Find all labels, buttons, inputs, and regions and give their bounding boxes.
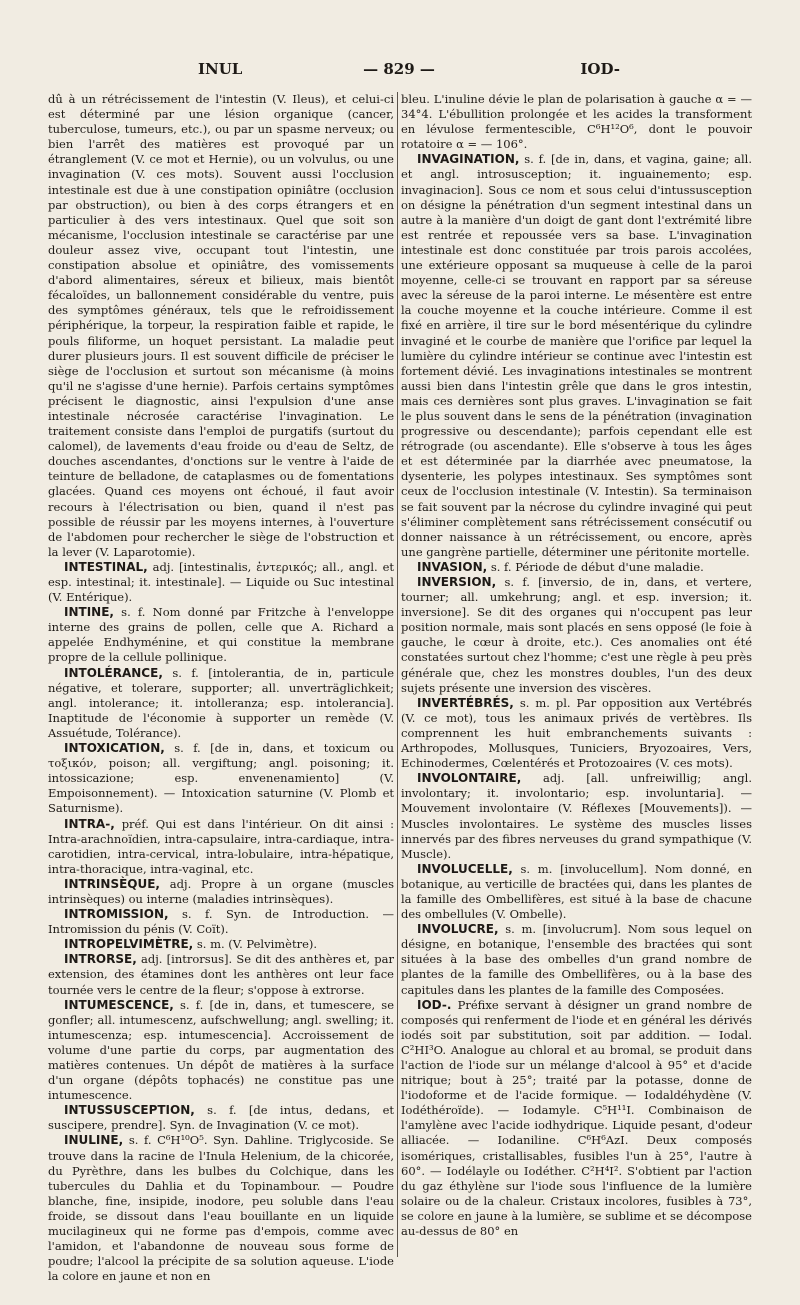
dictionary-entry bbox=[401, 152, 752, 560]
header-left-guideword: INUL bbox=[198, 60, 243, 78]
entry-text: s. m. [involucrum]. Nom sous lequel on désigne, en botanique, l'ensemble des bractées qui sont situées à la base des ombelles d'un grand nombre de plantes de la famille des Ombellifères, ou à la base des capitules dans les plantes de la famille des Composées. bbox=[401, 922, 753, 997]
entry-text: adj. [intestinalis, ἐντερικός; all., angl. et esp. intestinal; it. intestinale]. — Liquide ou Suc intestinal (V. Entérique). bbox=[48, 559, 395, 605]
entry-text: adj. [all. unfreiwillig; angl. involontary; it. involontario; esp. involuntaria]. — Mouvement involontaire (V. Réflexes [Mouvements]). — Muscles involontaires. Le système des muscles lisses innervés par des fibres nerveuses du grand sympathique (V. Muscle). bbox=[401, 771, 753, 861]
entry-text: s. f. Nom donné par Fritzche à l'enveloppe interne des grains de pollen, celle que A. Richard a appelée Endhyménine, et qui constitue la membrane propre de la cellule pollinique. bbox=[48, 605, 394, 665]
left-text-column bbox=[48, 92, 395, 1284]
column-divider bbox=[397, 92, 398, 1257]
entry-text: s. f. [de intus, dedans, et suscipere, prendre]. Syn. de Invagination (V. ce mot). bbox=[48, 1103, 395, 1133]
dictionary-entry bbox=[48, 1103, 394, 1133]
entry-text: adj. [introrsus]. Se dit des anthères et, par extension, des étamines dont les anthères ont leur face tournée vers le centre de la fleur; s'oppose à extrorse. bbox=[48, 952, 394, 997]
entry-text: Préfixe servant à désigner un grand nombre de composés qui renferment de l'iode et en général les dérivés iodés soit par substitution, soit par addition. — Iodal. C²HI³O. Analogue au chloral et au bromal, se produit dans l'action de l'iode sur un mélange d'alcool à 95° et d'acide nitrique; bout à 25°; traité par la potasse, donne de l'iodoforme et de l'acide formique. — Iodaldéhydène (V. Iodéthéroïde). — Iodamyle. C⁵H¹¹I. Combinaison de l'amylène avec l'acide iodhydrique. Liquide pesant, d'odeur alliacée. — Iodaniline. C⁶H⁶AzI. Deux composés isomériques, cristallisables, fusibles l'un à 25°, l'autre à 60°. — Iodélayle ou Iodéther. C²H⁴I². S'obtient par l'action du gaz éthylène sur l'iode sous l'influence de la lumière solaire ou de la chaleur. Cristaux incolores, fusibles à 73°, se colore en jaune à la lumière, se sublime et se décompose au-dessus de 80° en bbox=[401, 997, 752, 1239]
dictionary-entry bbox=[401, 862, 752, 922]
header-right-guideword: IOD- bbox=[580, 60, 620, 78]
dictionary-entry bbox=[48, 907, 394, 937]
entry-headword: INTRINSÈQUE, bbox=[64, 876, 160, 891]
entry-headword: INVASION, bbox=[417, 559, 488, 574]
running-header bbox=[48, 60, 750, 84]
entry-text: dû à un rétrécissement de l'intestin (V. Ileus), et celui-ci est déterminé par une lésion organique (cancer, tuberculose, tumeurs, etc.), ou par un spasme nerveux; ou bien l'arrêt des matières est provoqué par un étranglement (V. ce mot et Hernie), ou un volvulus, ou une invagination (V. ces mots). Souvent aussi l'occlusion intestinale est due à une constipation opiniâtre (occlusion par obstruction), ou bien à des corps étrangers et en particulier à des vers intestinaux. Quel que soit son mécanisme, l'occlusion intestinale se caractérise par une douleur assez vive, occupant tout l'intestin, une constipation absolue et opiniâtre, des vomissements d'abord alimentaires, séreux et bilieux, mais bientôt fécaloïdes, un ballonnement considérable du ventre, puis des symptômes généraux, tels que le refroidissement périphérique, la torpeur, la respiration faible et rapide, le pouls filiforme, un hoquet persistant. La maladie peut durer plusieurs jours. Il est souvent difficile de préciser le siège de l'occlusion et surtout son mécanisme (à moins qu'il ne s'agisse d'une hernie). Parfois certains symptômes précisent le diagnostic, ainsi l'expulsion d'une anse intestinale nécrosée caractérise l'invagination. Le traitement consiste dans l'emploi de purgatifs (surtout du calomel), de lavements d'eau froide ou d'eau de Seltz, de douches ascendantes, d'onctions sur le ventre à l'aide de teinture de belladone, de cataplasmes ou de fomentations glacées. Quand ces moyens ont échoué, il faut avoir recours à l'électrisation ou bien, quand il n'est pas possible de réussir par les moyens internes, à l'ouverture de l'abdomen pour rechercher le siège de l'obstruction et la lever (V. Laparotomie). bbox=[48, 92, 394, 559]
continued-paragraph bbox=[401, 92, 752, 152]
entry-headword: INTUSSUSCEPTION, bbox=[64, 1103, 195, 1118]
entry-headword: INVOLUCRE, bbox=[417, 922, 499, 937]
entry-text: s. f. [inversio, de in, dans, et vertere, tourner; all. umkehrung; angl. et esp. inversion; it. inversione]. Se dit des organes qui n'occupent pas leur position normale, mais sont placés en sens opposé (le foie à gauche, le cœur à droite, etc.). Ces anomalies ont été constatées surtout chez l'homme; c'est une règle à peu près générale que, chez les monstres doubles, l'un des deux sujets présente une inversion des viscères. bbox=[401, 575, 752, 695]
dictionary-entry bbox=[401, 771, 752, 862]
entry-text: préf. Qui est dans l'intérieur. On dit ainsi : Intra-arachnoïdien, intra-capsulaire, intra-cardiaque, intra-carotidien, intra-cervical, intra-lobulaire, intra-hépatique, intra-thoracique, intra-vaginal, etc. bbox=[48, 816, 395, 876]
dictionary-entry bbox=[48, 952, 394, 997]
entry-headword: INVOLUCELLE, bbox=[417, 861, 513, 876]
dictionary-entry bbox=[401, 696, 752, 771]
entry-text: s. f. [de in, dans, et vagina, gaine; all. et angl. introsusception; it. inguainemento; esp. invaginacion]. Sous ce nom et sous celui d'intussusception on désigne la pénétration d'un segment intestinal dans un autre à la manière d'un doigt de gant dont l'extrémité libre est rentrée et repoussée vers sa base. L'invagination intestinale est donc constituée par trois parois accolées, une extérieure opposant sa muqueuse à celle de la paroi moyenne, celle-ci se trouvant en rapport par sa séreuse avec la séreuse de la paroi interne. Le mésentère est entre la couche moyenne et la couche intérieure. Comme il est fixé en arrière, il tire sur le bord mésentérique du cylindre invaginé et le courbe de manière que l'orifice par lequel la lumière du cylindre intérieur se continue avec l'intestin est fortement dévié. Les invaginations intestinales se montrent aussi bien dans l'intestin grêle que dans le gros intestin, mais ces dernières sont plus graves. L'invagination se fait le plus souvent dans le sens de la pénétration (invagination progressive ou descendante); parfois cependant elle est rétrograde (ou ascendante). Elle s'observe à tous les âges et est déterminée par la diarrhée avec pneumatose, la dysenterie, les polypes intestinaux. Ses symptômes sont ceux de l'occlusion intestinale (V. Intestin). Sa terminaison se fait souvent par la nécrose du cylindre invaginé qui peut s'éliminer complètement sans rétrécissement consécutif ou donner naissance à un rétrécissement, ou encore, après une gangrène partielle, déterminer une péritonite mortelle. bbox=[401, 152, 753, 559]
entry-text: s. f. [de in, dans, et toxicum ou τοξικόν, poison; all. vergiftung; angl. poisoning; it. intossicazione; esp. envenenamiento] (V. Empoisonnement). — Intoxication saturnine (V. Plomb et Saturnisme). bbox=[48, 741, 394, 816]
right-text-column bbox=[401, 92, 752, 1267]
entry-text: s. m. (V. Pelvimètre). bbox=[196, 937, 318, 952]
entry-text: s. m. [involucellum]. Nom donné, en botanique, au verticille de bractées qui, dans les plantes de la famille des Ombellifères, est situé à la base de chacune des ombellules (V. Ombelle). bbox=[401, 861, 752, 922]
entry-headword: INVERTÉBRÉS, bbox=[417, 695, 514, 710]
dictionary-entry bbox=[48, 877, 394, 907]
dictionary-entry bbox=[48, 817, 394, 877]
entry-text: s. m. pl. Par opposition aux Vertébrés (V. ce mot), tous les animaux privés de vertèbres. Ils comprennent les huit embranchements suivants : Arthropodes, Mollusques, Tuniciers, Bryozoaires, Vers, Echinodermes, Cœlentérés et Protozoaires (V. ces mots). bbox=[401, 695, 752, 771]
entry-text: s. f. [de in, dans, et tumescere, se gonfler; all. intumescenz, aufschwellung; angl. swelling; it. intumescenza; esp. intumescencia]. Accroissement de volume d'une partie du corps, par augmentation des matières contenues. Un dépôt de matières à la surface d'un organe (dépôts tophacés) ne constitue pas une intumescence. bbox=[48, 997, 395, 1103]
dictionary-entry bbox=[48, 560, 394, 605]
entry-headword: INTUMESCENCE, bbox=[64, 997, 174, 1012]
entry-headword: INTRORSE, bbox=[64, 952, 137, 967]
page-number: — 829 — bbox=[363, 60, 435, 78]
continued-paragraph bbox=[48, 92, 394, 560]
entry-headword: INTOLÉRANCE, bbox=[64, 665, 163, 680]
entry-headword: INVAGINATION, bbox=[417, 152, 520, 167]
dictionary-entry bbox=[401, 998, 752, 1240]
entry-headword: INTOXICATION, bbox=[64, 741, 165, 756]
dictionary-entry bbox=[48, 937, 394, 952]
entry-headword: INTRA-, bbox=[64, 816, 115, 831]
entry-text: s. f. C⁶H¹⁰O⁵. Syn. Dahline. Triglycoside. Se trouve dans la racine de l'Inula Helenium, de la chicorée, du Pyrèthre, dans les bulbes du Colchique, dans les tubercules du Dahlia et du Topinambour. — Poudre blanche, fine, insipide, inodore, peu soluble dans l'eau froide, se dissout dans l'eau bouillante en un liquide mucilagineux qui ne forme pas d'empois, comme avec l'amidon, et l'abandonne de nouveau sous forme de poudre; l'alcool la précipite de sa solution aqueuse. L'iode la colore en jaune et non en bbox=[48, 1133, 394, 1284]
dictionary-entry bbox=[401, 575, 752, 696]
entry-text: s. f. Période de début d'une maladie. bbox=[490, 559, 704, 574]
entry-text: s. f. [intolerantia, de in, particule négative, et tolerare, supporter; all. unverträglichkeit; angl. intolerance; it. intolleranza; esp. intolerancia]. Inaptitude de l'économie à supporter un remède (V. Assuétude, Tolérance). bbox=[48, 665, 395, 740]
dictionary-entry bbox=[48, 605, 394, 665]
entry-headword: IOD-. bbox=[417, 997, 452, 1012]
dictionary-entry bbox=[48, 1133, 394, 1284]
entry-headword: INTROMISSION, bbox=[64, 907, 169, 922]
entry-headword: INVERSION, bbox=[417, 575, 497, 589]
entry-headword: INTESTINAL, bbox=[64, 559, 148, 574]
dictionary-entry bbox=[401, 560, 752, 575]
entry-headword: INULINE, bbox=[64, 1133, 124, 1148]
entry-text: adj. Propre à un organe (muscles intrinsèques) ou interne (maladies intrinsèques). bbox=[48, 876, 395, 906]
entry-headword: INVOLONTAIRE, bbox=[417, 771, 522, 786]
entry-text: s. f. Syn. de Introduction. — Intromission du pénis (V. Coït). bbox=[48, 907, 394, 937]
dictionary-entry bbox=[48, 666, 394, 741]
entry-text: bleu. L'inuline dévie le plan de polarisation à gauche α = — 34°4. L'ébullition prolongée et les acides la transforment en lévulose fermentescible, C⁶H¹²O⁶, dont le pouvoir rotatoire α = — 106°. bbox=[401, 92, 752, 152]
dictionary-entry bbox=[48, 741, 394, 816]
dictionary-entry bbox=[401, 922, 752, 997]
entry-headword: INTINE, bbox=[64, 605, 114, 620]
entry-headword: INTROPELVIMÈTRE, bbox=[64, 937, 194, 952]
dictionary-entry bbox=[48, 998, 394, 1104]
